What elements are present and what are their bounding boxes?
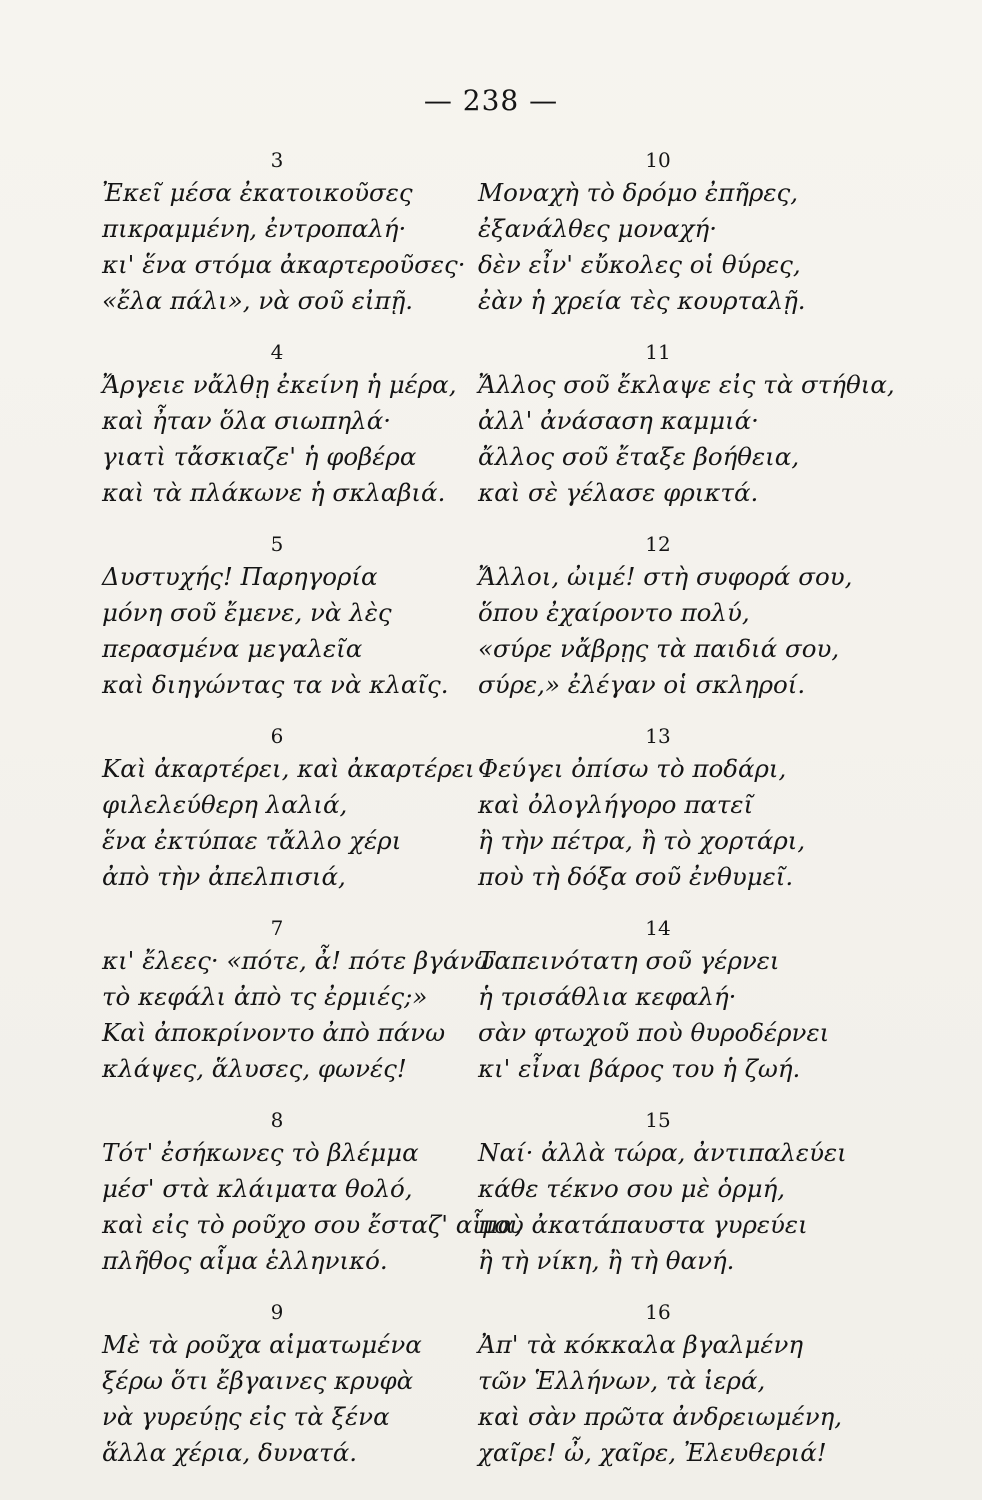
verse-line: Μὲ τὰ ροῦχα αἱματωμένα <box>102 1330 422 1359</box>
stanza <box>102 721 492 913</box>
stanza <box>478 913 878 1105</box>
verse-line: Ναί· ἀλλὰ τώρα, ἀντιπαλεύει <box>478 1138 847 1167</box>
verse-line: ἄλλος σοῦ ἔταξε βοήθεια, <box>478 442 800 471</box>
verse-line: ὅπου ἐχαίροντο πολύ, <box>478 598 750 627</box>
verse-line: σύρε,» ἐλέγαν οἱ σκληροί. <box>478 670 806 699</box>
verse-line: κι' ἔλεες· «πότε, ἆ! πότε βγάνω <box>102 946 495 975</box>
verse-line: κλάψες, ἅλυσες, φωνές! <box>102 1054 407 1083</box>
right-column <box>478 145 895 1489</box>
stanza <box>102 1105 523 1297</box>
verse-line: ἀλλ' ἀνάσαση καμμιά· <box>478 406 759 435</box>
verse-line: «σύρε νἄβρῃς τὰ παιδιά σου, <box>478 634 840 663</box>
stanza <box>102 145 492 337</box>
stanza-number: 8 <box>270 1108 284 1132</box>
verse-line: κάθε τέκνο σου μὲ ὁρμή, <box>478 1174 786 1203</box>
left-column <box>102 145 523 1489</box>
verse-line: κι' εἶναι βάρος του ἡ ζωή. <box>478 1054 801 1083</box>
verse-line: Ἄλλος σοῦ ἔκλαψε εἰς τὰ στήθια, <box>478 370 895 399</box>
verse-line: Ἀπ' τὰ κόκκαλα βγαλμένη <box>478 1330 804 1359</box>
verse-line: σὰν φτωχοῦ ποὺ θυροδέρνει <box>478 1018 830 1047</box>
verse-line: Ἐκεῖ μέσα ἐκατοικοῦσες <box>102 178 413 207</box>
verse-line: ἢ τὴ νίκη, ἢ τὴ θανή. <box>478 1246 735 1275</box>
verse-line: πλῆθος αἷμα ἑλληνικό. <box>102 1246 388 1275</box>
verse-line: Ταπεινότατη σοῦ γέρνει <box>478 946 780 975</box>
verse-line: δὲν εἶν' εὔκολες οἱ θύρες, <box>478 250 801 279</box>
stanza-number: 6 <box>270 724 284 748</box>
verse-line: ποὺ τὴ δόξα σοῦ ἐνθυμεῖ. <box>478 862 794 891</box>
verse-line: Μοναχὴ τὸ δρόμο ἐπῆρες, <box>478 178 799 207</box>
stanza-number: 11 <box>645 340 671 364</box>
verse-line: «ἔλα πάλι», νὰ σοῦ εἰπῇ. <box>102 286 414 315</box>
stanza <box>478 529 878 721</box>
stanza-number: 3 <box>270 148 284 172</box>
stanza-number: 16 <box>645 1300 671 1324</box>
verse-line: Ἄργειε νἄλθῃ ἐκείνη ἡ μέρα, <box>102 370 457 399</box>
page-number: — 238 — <box>423 84 559 117</box>
stanza <box>102 1297 492 1489</box>
verse-line: περασμένα μεγαλεῖα <box>102 634 363 663</box>
stanza-number: 9 <box>270 1300 284 1324</box>
verse-line: καὶ διηγώντας τα νὰ κλαῖς. <box>102 670 449 699</box>
verse-line: πικραμμένη, ἐντροπαλή· <box>102 214 407 243</box>
verse-line: Τότ' ἐσήκωνες τὸ βλέμμα <box>102 1138 419 1167</box>
verse-line: μέσ' στὰ κλάιματα θολό, <box>102 1174 413 1203</box>
verse-line: γιατὶ τἄσκιαζε' ἡ φοβέρα <box>102 442 417 471</box>
verse-line: ἀπὸ τὴν ἀπελπισιά, <box>102 862 346 891</box>
verse-line: ἡ τρισάθλια κεφαλή· <box>478 982 737 1011</box>
verse-line: ἐὰν ἡ χρεία τὲς κουρταλῇ. <box>478 286 806 315</box>
verse-line: ἢ τὴν πέτρα, ἢ τὸ χορτάρι, <box>478 826 806 855</box>
verse-line: μόνη σοῦ ἔμενε, νὰ λὲς <box>102 598 392 627</box>
verse-line: χαῖρε! ὦ, χαῖρε, Ἐλευθεριά! <box>478 1438 827 1467</box>
verse-line: Δυστυχής! Παρηγορία <box>102 562 378 591</box>
verse-line: ποὺ ἀκατάπαυστα γυρεύει <box>478 1210 808 1239</box>
stanza-number: 7 <box>270 916 284 940</box>
stanza <box>478 337 895 529</box>
stanza <box>478 1297 878 1489</box>
verse-line: Ἄλλοι, ὠιμέ! στὴ συφορά σου, <box>478 562 853 591</box>
stanza <box>478 145 878 337</box>
verse-line: φιλελεύθερη λαλιά, <box>102 790 348 819</box>
stanza-number: 13 <box>645 724 671 748</box>
verse-line: καὶ ὀλογλήγορο πατεῖ <box>478 790 754 819</box>
verse-line: κι' ἕνα στόμα ἀκαρτεροῦσες· <box>102 250 466 279</box>
verse-line: καὶ εἰς τὸ ροῦχο σου ἔσταζ' αἷμα, <box>102 1210 523 1239</box>
stanza <box>478 1105 878 1297</box>
stanza-number: 10 <box>645 148 671 172</box>
stanza <box>102 529 492 721</box>
stanza-number: 14 <box>645 916 671 940</box>
stanza-number: 4 <box>270 340 284 364</box>
stanza <box>478 721 878 913</box>
verse-line: ἐξανάλθες μοναχή· <box>478 214 717 243</box>
verse-line: Καὶ ἀποκρίνοντο ἀπὸ πάνω <box>102 1018 446 1047</box>
verse-line: ξέρω ὅτι ἔβγαινες κρυφὰ <box>102 1366 414 1395</box>
verse-line: τῶν Ἑλλήνων, τὰ ἱερά, <box>478 1366 766 1395</box>
stanza <box>102 337 492 529</box>
stanza-number: 12 <box>645 532 671 556</box>
verse-line: καὶ σὲ γέλασε φρικτά. <box>478 478 759 507</box>
verse-line: νὰ γυρεύῃς εἰς τὰ ξένα <box>102 1402 390 1431</box>
verse-line: καὶ τὰ πλάκωνε ἡ σκλαβιά. <box>102 478 446 507</box>
verse-line: ἕνα ἐκτύπαε τἄλλο χέρι <box>102 826 402 855</box>
stanza-number: 15 <box>645 1108 671 1132</box>
stanza <box>102 913 495 1105</box>
verse-line: Καὶ ἀκαρτέρει, καὶ ἀκαρτέρει <box>102 754 475 783</box>
stanza-number: 5 <box>270 532 284 556</box>
verse-line: Φεύγει ὀπίσω τὸ ποδάρι, <box>478 754 787 783</box>
verse-line: τὸ κεφάλι ἀπὸ τς ἐρμιές;» <box>102 982 428 1011</box>
verse-line: ἅλλα χέρια, δυνατά. <box>102 1438 358 1467</box>
verse-line: καὶ σὰν πρῶτα ἀνδρειωμένη, <box>478 1402 843 1431</box>
verse-line: καὶ ἦταν ὅλα σιωπηλά· <box>102 406 392 435</box>
